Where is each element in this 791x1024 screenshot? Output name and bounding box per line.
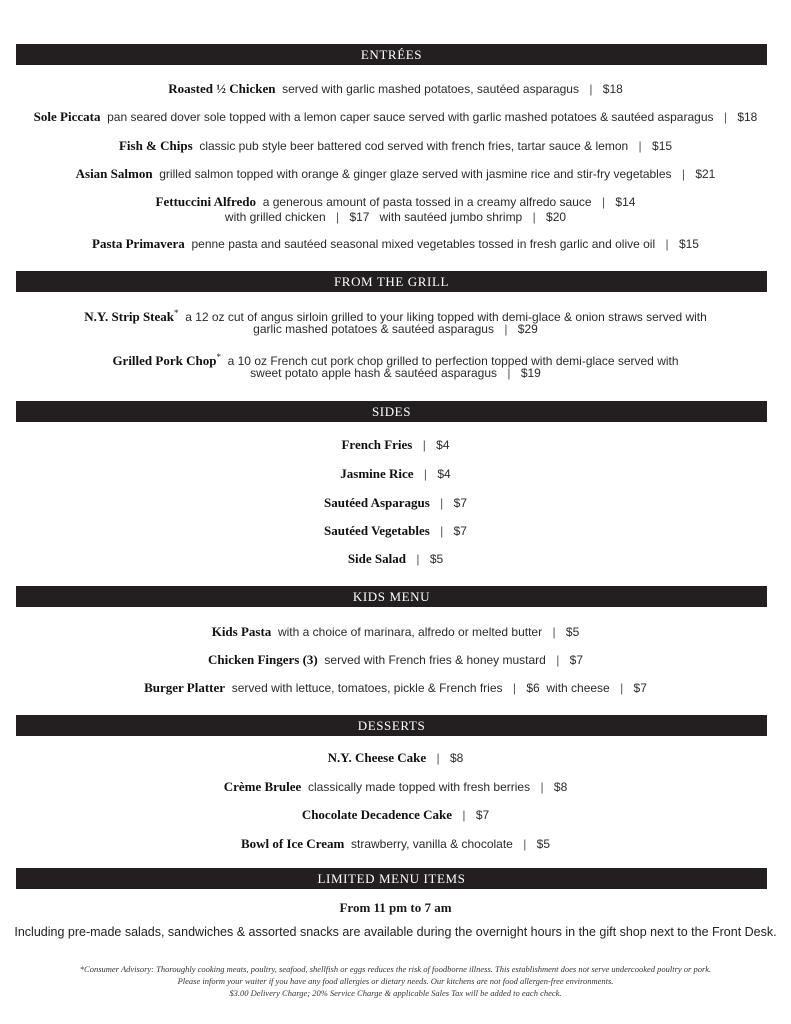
limited-description: Including pre-made salads, sandwiches & assorted snacks are available during the overnight hours in the gift shop next to the Front Desk. — [14, 925, 777, 939]
item-desc: served with French fries & honey mustard — [324, 653, 546, 667]
item-price: $8 — [553, 780, 568, 794]
item-name: Kids Pasta — [211, 624, 272, 639]
menu-item: Sautéed Asparagus | $7 — [324, 495, 467, 510]
item-name: Sautéed Asparagus — [324, 495, 430, 510]
menu-item: Sautéed Vegetables | $7 — [324, 523, 467, 538]
menu-item-cont: sweet potato apple hash & sautéed asparagus | $19 — [250, 366, 541, 380]
menu-item: Fettuccini Alfredo a generous amount of pasta tossed in a creamy alfredo sauce | $14 — [155, 194, 636, 209]
item-desc: a 10 oz French cut pork chop grilled to perfection topped with demi-glace served with — [227, 354, 679, 368]
item-desc: garlic mashed potatoes & sautéed asparagus — [253, 322, 494, 336]
section-header-limited: LIMITED MENU ITEMS — [16, 868, 767, 889]
menu-item: Asian Salmon grilled salmon topped with orange & ginger glaze served with jasmine rice and stir-fry vegetables | $21 — [75, 166, 716, 181]
item-desc: served with garlic mashed potatoes, sautéed asparagus — [282, 82, 579, 96]
section-header-desserts: DESSERTS — [16, 715, 767, 736]
charges-notice: $3.00 Delivery Charge; 20% Service Charge & applicable Sales Tax will be added to each check. — [229, 988, 562, 998]
item-name: Asian Salmon — [75, 166, 153, 181]
menu-item: Fish & Chips classic pub style beer battered cod served with french fries, tartar sauce & lemon | $15 — [118, 138, 673, 153]
item-name: Side Salad — [347, 551, 406, 566]
item-price: $5 — [565, 625, 580, 639]
item-name: Burger Platter — [144, 680, 226, 695]
item-desc: a generous amount of pasta tossed in a creamy alfredo sauce — [262, 195, 592, 209]
item-desc: grilled salmon topped with orange & ginger glaze served with jasmine rice and stir-fry vegetables — [159, 167, 672, 181]
option-price: $7 — [633, 681, 647, 695]
item-price: $29 — [517, 322, 538, 336]
item-price: $18 — [602, 82, 623, 96]
menu-item-cont: garlic mashed potatoes & sautéed asparagus | $29 — [253, 322, 538, 336]
menu-item: Jasmine Rice | $4 — [340, 466, 451, 481]
option-price: $20 — [546, 210, 567, 224]
item-name: Sole Piccata — [33, 109, 101, 124]
item-price: $14 — [615, 195, 636, 209]
menu-item: Kids Pasta with a choice of marinara, alfredo or melted butter | $5 — [211, 624, 580, 639]
item-price: $7 — [569, 653, 584, 667]
item-price: $15 — [652, 139, 673, 153]
item-name: Pasta Primavera — [92, 236, 185, 251]
menu-item: Chicken Fingers (3) served with French fries & honey mustard | $7 — [207, 652, 584, 667]
menu-item: Bowl of Ice Cream strawberry, vanilla & chocolate | $5 — [240, 836, 551, 851]
item-price: $5 — [429, 552, 444, 566]
section-header-grill: FROM THE GRILL — [16, 271, 767, 292]
item-desc: pan seared dover sole topped with a lemon caper sauce served with garlic mashed potatoes & sautéed asparagus — [107, 110, 714, 124]
item-name: Sautéed Vegetables — [324, 523, 430, 538]
item-desc: a 12 oz cut of angus sirloin grilled to your liking topped with demi-glace & onion straws served with — [185, 310, 707, 324]
item-name: Bowl of Ice Cream — [240, 836, 345, 851]
item-price: $7 — [453, 496, 467, 510]
section-header-kids: KIDS MENU — [16, 586, 767, 607]
item-name: N.Y. Strip Steak — [84, 309, 175, 324]
item-price: $5 — [536, 837, 551, 851]
menu-item-options: with grilled chicken | $17 with sautéed jumbo shrimp | $20 — [224, 210, 567, 224]
section-header-entrees: ENTRÉES — [16, 44, 767, 65]
item-name: N.Y. Cheese Cake — [327, 750, 427, 765]
menu-item: Chocolate Decadence Cake | $7 — [301, 807, 490, 822]
consumer-advisory: *Consumer Advisory: Thoroughly cooking meats, poultry, seafood, shellfish or eggs reduces the risk of foodborne illness. This establishment does not serve undercooked poultry or pork. — [79, 964, 712, 974]
item-price: $4 — [437, 467, 451, 481]
item-name: Jasmine Rice — [340, 466, 414, 481]
menu-item: Roasted ½ Chicken served with garlic mashed potatoes, sautéed asparagus | $18 — [168, 81, 623, 96]
menu-item: N.Y. Strip Steak* a 12 oz cut of angus sirloin grilled to your liking topped with demi-glace & onion straws served with — [84, 308, 707, 324]
item-name: French Fries — [341, 437, 413, 452]
menu-item: Pasta Primavera penne pasta and sautéed seasonal mixed vegetables tossed in fresh garlic and olive oil | $15 — [92, 236, 699, 251]
allergy-notice: Please inform your waiter if you have any food allergies or dietary needs. Our kitchens are not food allergen-free environments. — [177, 976, 614, 986]
item-name: Crème Brulee — [223, 779, 302, 794]
option-label: with sautéed jumbo shrimp — [379, 210, 523, 224]
item-name: Fish & Chips — [118, 138, 193, 153]
section-header-sides: SIDES — [16, 401, 767, 422]
item-name: Grilled Pork Chop — [112, 353, 217, 368]
menu-item: Grilled Pork Chop* a 10 oz French cut pork chop grilled to perfection topped with demi-glace served with — [112, 352, 679, 368]
menu-item: Crème Brulee classically made topped with fresh berries | $8 — [223, 779, 568, 794]
item-price: $19 — [520, 366, 541, 380]
item-price: $18 — [737, 110, 758, 124]
option-label: with cheese — [546, 681, 610, 695]
item-price: $8 — [449, 751, 464, 765]
menu-item: Burger Platter served with lettuce, tomatoes, pickle & French fries | $6 with cheese | $7 — [144, 680, 647, 695]
item-name: Chicken Fingers (3) — [207, 652, 318, 667]
item-desc: with a choice of marinara, alfredo or melted butter — [277, 625, 543, 639]
item-price: $21 — [695, 167, 716, 181]
option-label: with grilled chicken — [224, 210, 326, 224]
item-name: Fettuccini Alfredo — [155, 194, 257, 209]
menu-item: N.Y. Cheese Cake | $8 — [327, 750, 464, 765]
item-desc: classic pub style beer battered cod served with french fries, tartar sauce & lemon — [199, 139, 629, 153]
item-desc: sweet potato apple hash & sautéed asparagus — [250, 366, 497, 380]
option-price: $17 — [349, 210, 370, 224]
item-name: Roasted ½ Chicken — [168, 81, 276, 96]
item-name: Chocolate Decadence Cake — [301, 807, 452, 822]
item-price: $7 — [475, 808, 490, 822]
item-desc: served with lettuce, tomatoes, pickle & French fries — [231, 681, 503, 695]
item-price: $15 — [678, 237, 699, 251]
item-desc: penne pasta and sautéed seasonal mixed vegetables tossed in fresh garlic and olive oil — [191, 237, 656, 251]
item-desc: strawberry, vanilla & chocolate — [351, 837, 513, 851]
item-price: $4 — [436, 438, 450, 452]
item-desc: classically made topped with fresh berries — [308, 780, 531, 794]
menu-item: French Fries | $4 — [341, 437, 450, 452]
item-price: $6 — [526, 681, 540, 695]
limited-hours: From 11 pm to 7 am — [339, 900, 452, 915]
menu-item: Sole Piccata pan seared dover sole topped with a lemon caper sauce served with garlic mashed potatoes & sautéed asparagus | $18 — [33, 109, 758, 124]
menu-item: Side Salad | $5 — [347, 551, 444, 566]
item-price: $7 — [453, 524, 467, 538]
